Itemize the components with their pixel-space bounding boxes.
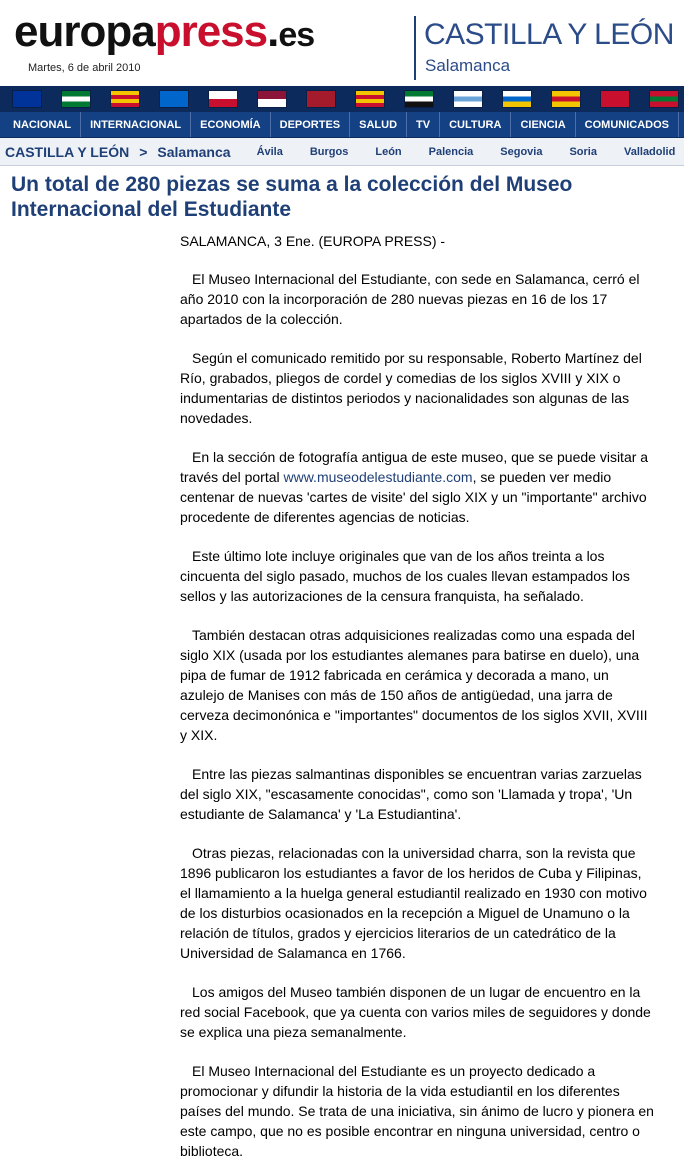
paragraph-3-text-start: En la sección de fotografía antigua de este museo, que se puede visitar a través del portal xyxy=(180,449,649,485)
breadcrumb-arrow-icon: > xyxy=(139,143,148,160)
article-paragraph-2: Según el comunicado remitido por su responsable, Roberto Martínez del Río, grabados, pliegos de cordel y comedias de los siglos XVIII y XIX o indumentarias de distintos periodos y nacionalidades son algunas de las novedades. xyxy=(180,350,642,426)
city-link-segovia[interactable]: Segovia xyxy=(500,145,543,158)
article-paragraph-4: Este último lote incluye originales que van de los años treinta a los cincuenta del siglo pasado, muchos de los cuales llevan estampados los sellos y las autorizaciones de la censura franquista, ha señalado. xyxy=(180,548,630,604)
flag-andalucia-icon[interactable] xyxy=(61,90,91,108)
flag-asturias-icon[interactable] xyxy=(159,90,189,108)
region-title[interactable]: CASTILLA Y LEÓN xyxy=(424,18,674,51)
flag-castilla-y-leon-icon[interactable] xyxy=(306,90,336,108)
flag-castilla-la-mancha-icon[interactable] xyxy=(257,90,287,108)
flag-galicia-icon[interactable] xyxy=(453,90,483,108)
article-title: Un total de 280 piezas se suma a la colección del Museo Internacional del Estudiante xyxy=(11,173,573,221)
logo-europa: europa xyxy=(14,7,155,56)
museum-website-link[interactable]: www.museodelestudiante.com xyxy=(283,469,473,485)
nav-item-economia[interactable]: ECONOMÍA xyxy=(191,112,271,138)
flag-cataluna-icon[interactable] xyxy=(355,90,385,108)
nav-item-ciencia[interactable]: CIENCIA xyxy=(511,112,575,138)
europapress-logo[interactable] xyxy=(14,8,314,59)
flag-cantabria-icon[interactable] xyxy=(208,90,238,108)
nav-item-cultura[interactable]: CULTURA xyxy=(440,112,511,138)
flag-europa-icon[interactable] xyxy=(12,90,42,108)
city-link-avila[interactable]: Ávila xyxy=(256,145,283,158)
article-paragraph-6: Entre las piezas salmantinas disponibles se encuentran varias zarzuelas del siglo XIX, "escasamente conocidas", como son 'Llamada y tropa', 'Un estudiante de Salamanca' y 'La Estudiantina'. xyxy=(180,766,642,822)
article-body xyxy=(180,231,654,1168)
nav-item-comunicados[interactable]: COMUNICADOS xyxy=(576,112,679,138)
city-link-palencia[interactable]: Palencia xyxy=(428,145,474,158)
city-link-leon[interactable]: León xyxy=(375,145,402,158)
header-date: Martes, 6 de abril 2010 xyxy=(28,62,141,74)
logo-es: es xyxy=(278,16,315,54)
flag-pais-vasco-icon[interactable] xyxy=(649,90,679,108)
sub-navigation xyxy=(0,138,684,166)
logo-dot: . xyxy=(267,7,279,56)
article-paragraph-7: Otras piezas, relacionadas con la universidad charra, son la revista que 1896 publicaron los estudiantes a favor de los heridos de Cuba y Filipinas, el llamamiento a la huelga general estudiantil realizado en 1930 con motivo de los disturbios ocasionados en la recepción a Miguel de Unamuno o la relación de títulos, grados y ejercicios literarios de un catedrático de la Universidad de Salamanca en 1766. xyxy=(180,845,647,961)
flag-extremadura-icon[interactable] xyxy=(404,90,434,108)
regional-flags-bar xyxy=(0,86,684,112)
article-paragraph-8: Los amigos del Museo también disponen de un lugar de encuentro en la red social Facebook, que ya cuenta con varios miles de seguidores y donde se explica una pieza semanalmente. xyxy=(180,984,651,1040)
city-link-valladolid[interactable]: Valladolid xyxy=(623,145,676,158)
nav-item-deportes[interactable]: DEPORTES xyxy=(271,112,351,138)
flag-madrid-icon[interactable] xyxy=(600,90,630,108)
city-link-soria[interactable]: Soria xyxy=(569,145,597,158)
city-title[interactable]: Salamanca xyxy=(425,56,511,75)
logo-press: press xyxy=(154,7,268,56)
flag-baleares-icon[interactable] xyxy=(551,90,581,108)
article-dateline: SALAMANCA, 3 Ene. (EUROPA PRESS) - xyxy=(180,233,446,249)
article-paragraph-9: El Museo Internacional del Estudiante es un proyecto dedicado a promocionar y difundir la historia de la vida estudiantil en los diferentes países del mundo. Se trata de una iniciativa, sin ánimo de lucro y pionera en este campo, que no es posible encontrar en ninguna universidad, centro o biblioteca. xyxy=(180,1063,654,1159)
article-paragraph-1: El Museo Internacional del Estudiante, con sede en Salamanca, cerró el año 2010 con la incorporación de 280 nuevas piezas en 16 de los 17 apartados de la colección. xyxy=(180,271,640,327)
header-divider xyxy=(414,16,416,80)
article-paragraph-5: También destacan otras adquisiciones realizadas como una espada del siglo XIX (usada por los estudiantes alemanes para batirse en duelo), una pipa de fumar de 1912 fabricada en cerámica y decorada a mano, un azulejo de Manises con más de 150 años de antigüedad, una jarra de cerveza decimonónica e "importantes" documentos de los siglos XVII, XVIII y XIX. xyxy=(180,627,648,743)
flag-canarias-icon[interactable] xyxy=(502,90,532,108)
city-link-burgos[interactable]: Burgos xyxy=(309,145,349,158)
nav-item-tv[interactable]: TV xyxy=(407,112,440,138)
article-paragraph-3 xyxy=(180,447,654,527)
site-header xyxy=(0,0,684,86)
main-navigation xyxy=(0,112,684,138)
breadcrumb-region[interactable]: CASTILLA Y LEÓN xyxy=(5,143,130,160)
city-links xyxy=(257,146,684,158)
nav-item-salud[interactable]: SALUD xyxy=(350,112,407,138)
nav-item-internacional[interactable]: INTERNACIONAL xyxy=(81,112,191,138)
flag-aragon-icon[interactable] xyxy=(110,90,140,108)
paragraph-3-text-end: , se pueden ver medio centenar de nuevas 'cartes de visite' del siglo XIX y un "importante" archivo procedente de diferentes agencias de noticias. xyxy=(180,469,647,525)
nav-item-nacional[interactable]: NACIONAL xyxy=(0,112,81,138)
breadcrumb-city[interactable]: Salamanca xyxy=(157,143,231,160)
